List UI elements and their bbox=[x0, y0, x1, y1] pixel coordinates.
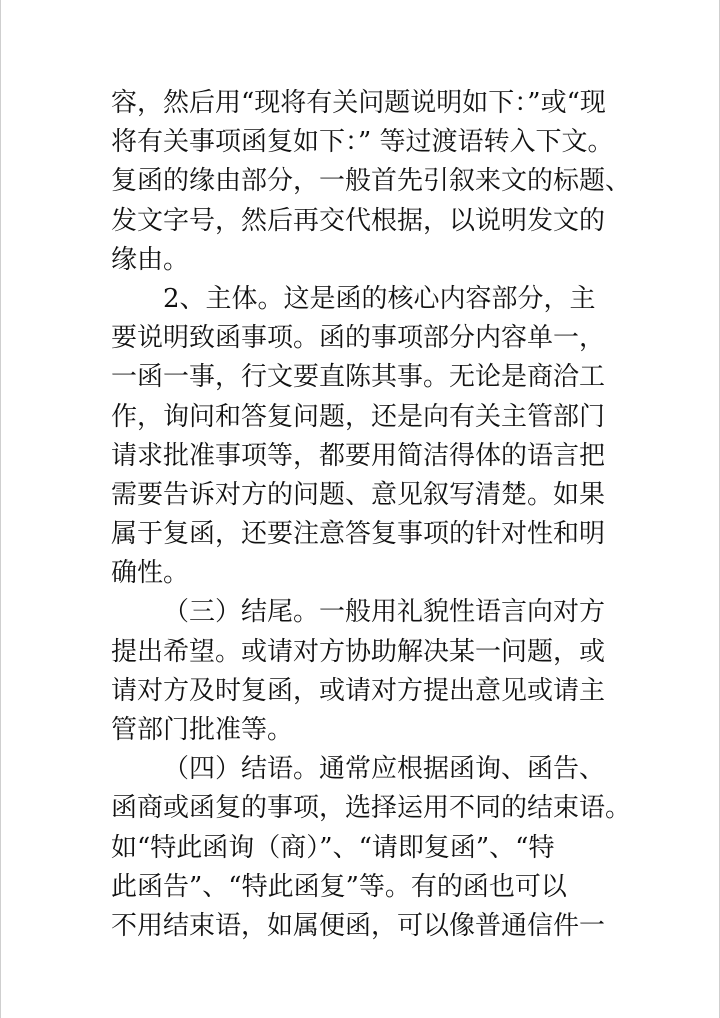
text-line: 要说明致函事项。函的事项部分内容单一， bbox=[111, 323, 606, 354]
text-line: 如“特此函询（商）”、“请即复函”、“特 bbox=[111, 832, 555, 863]
document-body bbox=[111, 84, 631, 946]
text-line: 管部门批准等。 bbox=[111, 715, 294, 745]
paragraph-heading-ending: （三）结尾。一般用礼貌性语言向对方 bbox=[163, 597, 606, 628]
text-line: 函商或函复的事项，选择运用不同的结束语。 bbox=[111, 793, 631, 824]
text-line: 容，然后用“现将有关问题说明如下：”或“现 bbox=[111, 88, 606, 118]
text-line: 属于复函，还要注意答复事项的针对性和明 bbox=[111, 519, 606, 550]
text-line: 不用结束语，如属便函，可以像普通信件一 bbox=[111, 910, 606, 941]
paragraph-heading-main-body: 2、主体。这是函的核心内容部分，主 bbox=[163, 283, 596, 314]
text-line: 作，询问和答复问题，还是向有关主管部门 bbox=[111, 401, 606, 432]
text-line: 将有关事项函复如下：” 等过渡语转入下文。 bbox=[111, 127, 614, 158]
text-line: 请求批准事项等，都要用简洁得体的语言把 bbox=[111, 440, 606, 471]
text-line: 复函的缘由部分，一般首先引叙来文的标题、 bbox=[111, 166, 631, 197]
text-line: 此函告”、“特此函复”等。有的函也可以 bbox=[111, 871, 567, 902]
text-line: 一函一事，行文要直陈其事。无论是商洽工 bbox=[111, 362, 606, 393]
paragraph-heading-closing: （四）结语。通常应根据函询、函告、 bbox=[163, 754, 606, 785]
text-line: 需要告诉对方的问题、意见叙写清楚。如果 bbox=[111, 479, 606, 510]
text-line: 请对方及时复函，或请对方提出意见或请主 bbox=[111, 675, 606, 706]
text-line: 缘由。 bbox=[111, 244, 190, 275]
text-line: 确性。 bbox=[111, 558, 190, 589]
text-line: 提出希望。或请对方协助解决某一问题，或 bbox=[111, 636, 606, 667]
text-line: 发文字号，然后再交代根据，以说明发文的 bbox=[111, 205, 606, 236]
